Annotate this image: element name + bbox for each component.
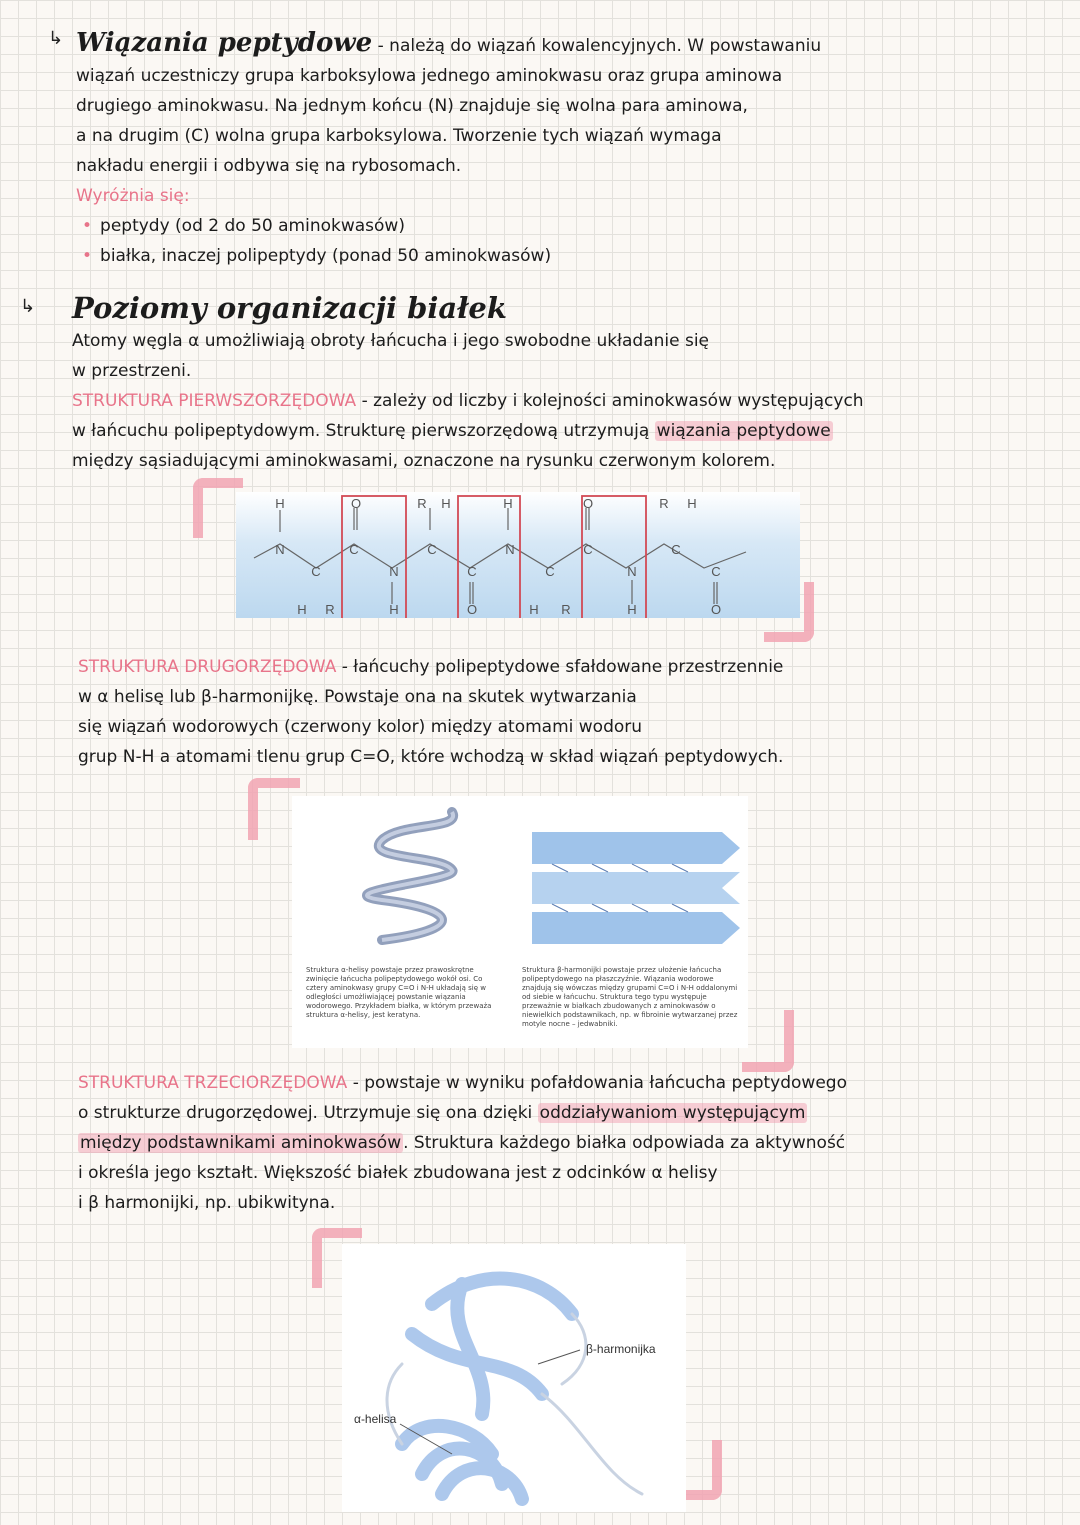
- tertiary-line5: i β harmonijki, np. ubikwityna.: [78, 1193, 336, 1213]
- bullet-icon: •: [82, 216, 93, 236]
- section2-para: [72, 290, 1052, 476]
- section2-line2: w przestrzeni.: [72, 361, 192, 381]
- atom-label: C: [349, 542, 359, 557]
- atom-label: N: [505, 542, 515, 557]
- secondary-structure-label: STRUKTURA DRUGORZĘDOWA: [78, 657, 337, 677]
- primary-line1: - zależy od liczby i kolejności aminokwasów występujących: [361, 391, 864, 411]
- section1-line3: drugiego aminokwasu. Na jednym końcu (N) znajduje się wolna para aminowa,: [76, 96, 748, 116]
- ubiquitin-ribbon-illustration: [342, 1244, 686, 1512]
- section1-line1: - należą do wiązań kowalencyjnych. W powstawaniu: [377, 36, 822, 56]
- peptide-chain-diagram: [236, 492, 800, 618]
- atom-label: R: [417, 496, 427, 511]
- peptide-bond-highlight: wiązania peptydowe: [656, 421, 831, 441]
- bullet-text: białka, inaczej polipeptydy (ponad 50 aminokwasów): [100, 246, 552, 266]
- atom-label: H: [275, 496, 285, 511]
- secondary-line1: - łańcuchy polipeptydowe sfałdowane przestrzennie: [341, 657, 784, 677]
- wyroznia-label: Wyróżnia się:: [76, 186, 190, 206]
- atom-label: O: [466, 602, 478, 617]
- section1-line5: nakładu energii i odbywa się na rybosomach.: [76, 156, 462, 176]
- section2-line1: Atomy węgla α umożliwiają obroty łańcucha i jego swobodne układanie się: [72, 331, 710, 351]
- bullet-icon: •: [82, 246, 93, 266]
- primary-structure-label: STRUKTURA PIERWSZORZĘDOWA: [72, 391, 357, 411]
- list-item: [82, 241, 1036, 271]
- atom-label: H: [297, 602, 307, 617]
- alpha-helix-label: α-helisa: [354, 1412, 397, 1426]
- atom-label: H: [389, 602, 399, 617]
- atom-label: H: [627, 602, 637, 617]
- secondary-structure-figure: [292, 796, 748, 1048]
- atom-label: C: [671, 542, 681, 557]
- tertiary-line2: o strukturze drugorzędowej. Utrzymuje się ona dzięki: [78, 1103, 533, 1123]
- arrow-icon: ↳: [20, 296, 36, 317]
- atom-label: N: [627, 564, 637, 579]
- atom-label: N: [389, 564, 399, 579]
- peptide-bond-boxes: [342, 496, 646, 618]
- bullet-text: peptydy (od 2 do 50 aminokwasów): [100, 216, 405, 236]
- atom-label: O: [582, 496, 594, 511]
- secondary-line3: się wiązań wodorowych (czerwony kolor) między atomami wodoru: [78, 717, 643, 737]
- atom-label: H: [529, 602, 539, 617]
- list-item: [82, 211, 1036, 241]
- atom-label: H: [687, 496, 697, 511]
- interactions-highlight: oddziaływaniom występującym: [539, 1103, 806, 1123]
- secondary-para: [78, 652, 1068, 772]
- atom-label: C: [711, 564, 721, 579]
- beta-sheet-label: β-harmonijka: [586, 1342, 656, 1356]
- atom-label: C: [427, 542, 437, 557]
- secondary-line2: w α helisę lub β-harmonijkę. Powstaje ona na skutek wytwarzania: [78, 687, 637, 707]
- atom-label: O: [710, 602, 722, 617]
- tertiary-line3: . Struktura każdego białka odpowiada za aktywność: [403, 1133, 846, 1153]
- section1-para: [76, 28, 1036, 271]
- tertiary-line4: i określa jego kształt. Większość białek zbudowana jest z odcinków α helisy: [78, 1163, 718, 1183]
- atom-label: N: [275, 542, 285, 557]
- helix-caption: Struktura α-helisy powstaje przez prawoskrętne zwinięcie łańcucha polipeptydowego wokół osi. Co cztery aminokwasy grupy C=O i N-H układają się w odległości umożliwiającej powstanie wiązania wodorowego. Przykładem białka, w którym przeważa struktura α-helisy, jest keratyna.: [306, 966, 492, 1019]
- section1-line2: wiązań uczestniczy grupa karboksylowa jednego aminokwasu oraz grupa aminowa: [76, 66, 783, 86]
- atom-label: C: [545, 564, 555, 579]
- atom-label: C: [583, 542, 593, 557]
- atom-label: C: [467, 564, 477, 579]
- substituents-highlight: między podstawnikami aminokwasów: [80, 1133, 402, 1153]
- atom-label: R: [659, 496, 669, 511]
- atom-label: C: [311, 564, 321, 579]
- tertiary-para: [78, 1068, 1068, 1218]
- bullet-list: [76, 211, 1036, 271]
- section1-title: Wiązania peptydowe: [76, 28, 373, 58]
- bracket-decoration: [742, 1010, 794, 1072]
- beta-sheet-illustration: [532, 826, 740, 946]
- alpha-helix-illustration: [342, 800, 492, 950]
- atom-label: R: [325, 602, 335, 617]
- sheet-caption: Struktura β-harmonijki powstaje przez ułożenie łańcucha polipeptydowego na płaszczyźnie. Wiązania wodorowe znajdują się wówczas między grupami C=O i N-H oddalonymi od siebie w łańcuchu. Struktura tego typu występuje przeważnie w białkach zbudowanych z aminokwasów o niewielkich podstawnikach, np. w fibroinie wytwarzanej przez motyle nocne – jedwabniki.: [522, 966, 738, 1028]
- primary-line2: w łańcuchu polipeptydowym. Strukturę pierwszorzędową utrzymują: [72, 421, 650, 441]
- atom-label: R: [561, 602, 571, 617]
- peptide-chain-svg: [236, 492, 800, 618]
- ubiquitin-figure: [342, 1244, 686, 1512]
- atom-label: H: [503, 496, 513, 511]
- atom-label: O: [350, 496, 362, 511]
- arrow-icon: ↳: [48, 28, 64, 49]
- tertiary-structure-label: STRUKTURA TRZECIORZĘDOWA: [78, 1073, 348, 1093]
- section2-title: Poziomy organizacji białek: [72, 291, 507, 325]
- secondary-line4: grup N-H a atomami tlenu grup C=O, które wchodzą w skład wiązań peptydowych.: [78, 747, 784, 767]
- tertiary-line1: - powstaje w wyniku pofałdowania łańcucha peptydowego: [352, 1073, 847, 1093]
- atom-label: H: [441, 496, 451, 511]
- section1-line4: a na drugim (C) wolna grupa karboksylowa. Tworzenie tych wiązań wymaga: [76, 126, 722, 146]
- primary-line3: między sąsiadującymi aminokwasami, oznaczone na rysunku czerwonym kolorem.: [72, 451, 776, 471]
